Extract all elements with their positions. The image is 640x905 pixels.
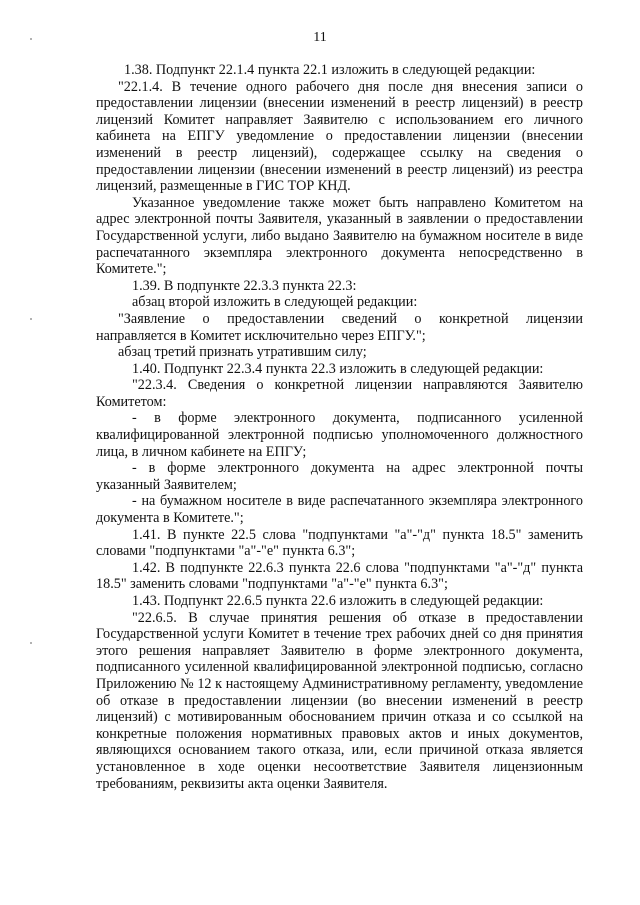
margin-mark — [30, 318, 32, 320]
paragraph-notice: Указанное уведомление также может быть направлено Комитетом на адрес электронной почты Заявителя, указанный в заявлении о предоставлении Государственной услуги, либо выдано Заявителю на бумажном носителе в виде распечатанного экземпляра электронного документа непосредственно в Комитете."; — [96, 194, 583, 278]
paragraph-application-quote: "Заявление о предоставлении сведений о конкретной лицензии направляется в Комитет исключительно через ЕПГУ."; — [96, 310, 583, 344]
paragraph-third-abzac: абзац третий признать утратившим силу; — [118, 344, 367, 361]
paragraph-1-39: 1.39. В подпункте 22.3.3 пункта 22.3: — [132, 277, 357, 294]
paragraph-22-1-4: "22.1.4. В течение одного рабочего дня после дня внесения записи о предоставлении лицензии (внесении изменений в реестр лицензий) в реестр лицензий Комитет направляет Заявителю с использованием его личного кабинета на ЕПГУ уведомление о предоставлении лицензии (внесении изменений в реестр лицензий), содержащее ссылку на сведения о предоставлении лицензии (внесении изменений в реестр лицензий) из реестра лицензий, размещенные в ГИС ТОР КНД. — [96, 78, 583, 195]
margin-mark — [30, 38, 32, 40]
list-item-electronic-cabinet: - в форме электронного документа, подписанного усиленной квалифицированной электронной подписью уполномоченного должностного лица, в личном кабинете на ЕПГУ; — [96, 410, 583, 460]
paragraph-second-abzac: абзац второй изложить в следующей редакции: — [132, 294, 418, 311]
paragraph-22-6-5: "22.6.5. В случае принятия решения об отказе в предоставлении Государственной услуги Комитет в течение трех рабочих дней со дня принятия этого решения направляет Заявителю в форме электронного документа, подписанного усиленной квалифицированной электронной подписью, согласно Приложению № 12 к настоящему Административному регламенту, уведомление об отказе в предоставлении лицензии (во внесении изменений в реестр лицензий) с мотивированным обоснованием причин отказа и со ссылкой на конкретные положения нормативных правовых актов и иных документов, являющихся основанием такого отказа, или, если причиной отказа является установленное в ходе оценки несоответствие Заявителя лицензионным требованиям, реквизиты акта оценки Заявителя. — [96, 609, 583, 792]
page-number: 11 — [313, 30, 327, 45]
list-item-email: - в форме электронного документа на адрес электронной почты указанный Заявителем; — [96, 460, 583, 493]
paragraph-1-42: 1.42. В подпункте 22.6.3 пункта 22.6 слова "подпунктами "а"-"д" пункта 18.5" заменить словами "подпунктами "а"-"е" пункта 6.3"; — [96, 559, 583, 593]
paragraph-1-41: 1.41. В пункте 22.5 слова "подпунктами "а"-"д" пункта 18.5" заменить словами "подпунктами "а"-"е" пункта 6.3"; — [96, 526, 583, 560]
paragraph-1-43: 1.43. Подпункт 22.6.5 пункта 22.6 изложить в следующей редакции: — [132, 593, 544, 609]
paragraph-22-3-4: "22.3.4. Сведения о конкретной лицензии направляются Заявителю Комитетом: — [96, 377, 583, 410]
list-item-paper: - на бумажном носителе в виде распечатанного экземпляра электронного документа в Комитете."; — [96, 493, 583, 527]
document-body — [96, 62, 583, 792]
margin-mark — [30, 642, 32, 644]
paragraph-1-40: 1.40. Подпункт 22.3.4 пункта 22.3 изложить в следующей редакции: — [132, 360, 544, 377]
paragraph-1-38: 1.38. Подпункт 22.1.4 пункта 22.1 изложить в следующей редакции: — [124, 62, 536, 78]
